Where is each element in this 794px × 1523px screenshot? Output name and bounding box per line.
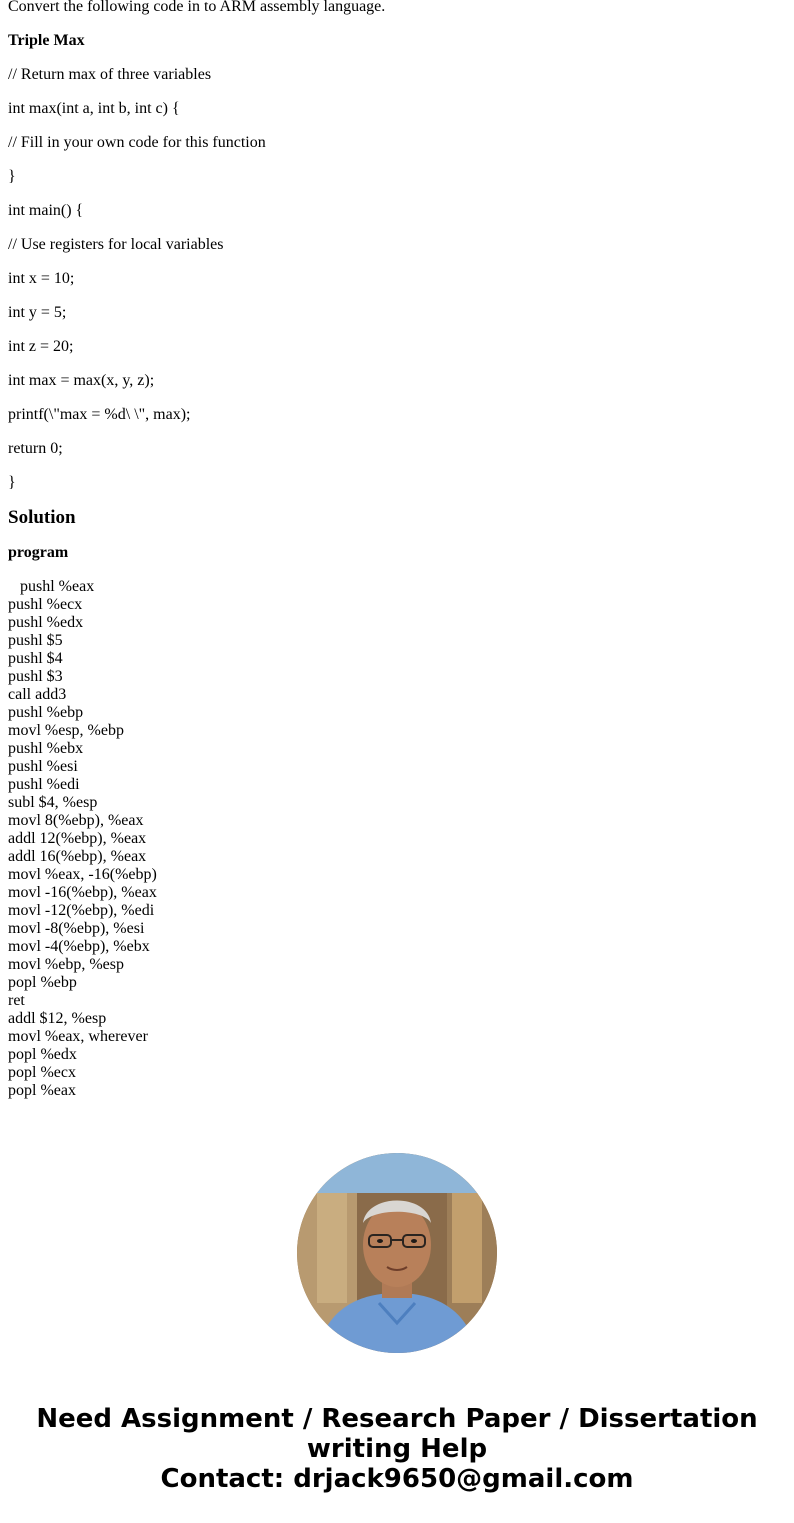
question-line: } [8, 168, 16, 185]
code-line: popl %ecx [8, 1064, 76, 1081]
code-line: pushl %edi [8, 776, 80, 793]
code-line: addl $12, %esp [8, 1010, 107, 1027]
question-line: } [8, 474, 16, 491]
code-line: addl 12(%ebp), %eax [8, 830, 147, 847]
banner-line-1: Need Assignment / Research Paper / Dissertation [36, 1404, 758, 1434]
code-line: pushl %ecx [8, 596, 83, 613]
code-line: pushl %esi [8, 758, 78, 775]
question-line: // Fill in your own code for this function [8, 134, 266, 151]
banner-line-2: writing Help [306, 1434, 488, 1464]
question-line: int x = 10; [8, 270, 75, 287]
code-line: pushl $3 [8, 668, 63, 685]
code-line: movl -8(%ebp), %esi [8, 920, 145, 937]
code-line: popl %eax [8, 1082, 76, 1099]
code-line: movl -4(%ebp), %ebx [8, 938, 150, 955]
code-line: movl 8(%ebp), %eax [8, 812, 144, 829]
contact-banner [0, 1404, 794, 1494]
question-line: int y = 5; [8, 304, 67, 321]
document-body [8, 0, 786, 1100]
code-line: pushl %edx [8, 614, 84, 631]
author-photo [297, 1153, 497, 1353]
question-line: return 0; [8, 440, 63, 457]
question-line: // Use registers for local variables [8, 236, 224, 253]
code-line: movl %esp, %ebp [8, 722, 124, 739]
code-line: subl $4, %esp [8, 794, 98, 811]
question-line: int z = 20; [8, 338, 74, 355]
question-line: int main() { [8, 202, 84, 219]
program-label: program [8, 544, 69, 561]
code-line: call add3 [8, 686, 67, 703]
question-line: printf(\"max = %d\ \", max); [8, 406, 191, 423]
code-line: popl %ebp [8, 974, 77, 991]
code-line: movl -12(%ebp), %edi [8, 902, 155, 919]
solution-heading: Solution [8, 507, 76, 528]
code-line: movl -16(%ebp), %eax [8, 884, 157, 901]
question-line: int max(int a, int b, int c) { [8, 100, 180, 117]
code-line: pushl $4 [8, 650, 63, 667]
code-line: movl %eax, -16(%ebp) [8, 866, 157, 883]
code-line: pushl %ebp [8, 704, 84, 721]
question-line: int max = max(x, y, z); [8, 372, 155, 389]
question-section [8, 0, 786, 492]
code-line: addl 16(%ebp), %eax [8, 848, 147, 865]
code-block [8, 578, 786, 1100]
code-line: pushl %ebx [8, 740, 84, 757]
code-line: movl %eax, wherever [8, 1028, 148, 1045]
code-line: pushl %eax [20, 578, 95, 595]
question-line: Convert the following code in to ARM assembly language. [8, 0, 386, 15]
code-line: ret [8, 992, 25, 1009]
banner-contact: Contact: drjack9650@gmail.com [160, 1464, 634, 1494]
code-line: popl %edx [8, 1046, 77, 1063]
question-line: // Return max of three variables [8, 66, 212, 83]
code-line: pushl $5 [8, 632, 63, 649]
question-title: Triple Max [8, 32, 85, 49]
code-line: movl %ebp, %esp [8, 956, 124, 973]
author-photo-image [297, 1153, 497, 1353]
